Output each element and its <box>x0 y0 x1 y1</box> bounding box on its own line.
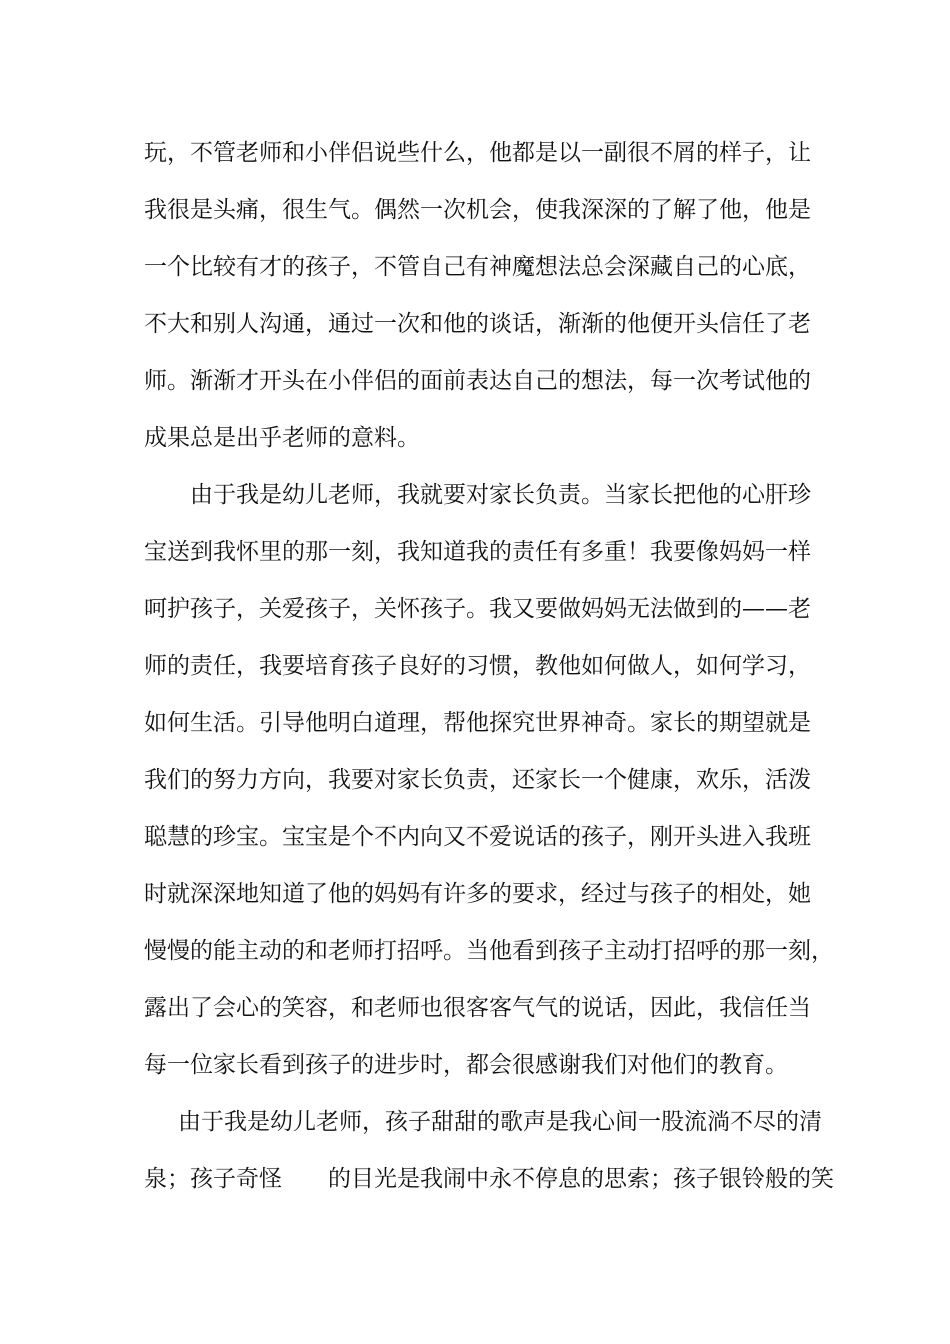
text-line: 玩，不管老师和小伴侣说些什么，他都是以一副很不屑的样子，让 <box>144 140 811 166</box>
text-line: 我很是头痛，很生气。偶然一次机会，使我深深的了解了他，他是 <box>144 197 811 223</box>
text-line: 不大和别人沟通，通过一次和他的谈话，渐渐的他便开头信任了老 <box>144 311 811 337</box>
paragraph-first-line: 由于我是幼儿老师，孩子甜甜的歌声是我心间一股流淌不尽的清 <box>178 1109 822 1135</box>
text-line: 师。渐渐才开头在小伴侣的面前表达自己的想法，每一次考试他的 <box>144 368 811 394</box>
text-line: 成果总是出乎老师的意料。 <box>144 425 420 451</box>
text-line: 宝送到我怀里的那一刻，我知道我的责任有多重！我要像妈妈一样 <box>144 539 811 565</box>
text-line: 每一位家长看到孩子的进步时，都会很感谢我们对他们的教育。 <box>144 1052 788 1078</box>
text-line: 露出了会心的笑容，和老师也很客客气气的说话，因此，我信任当 <box>144 995 811 1021</box>
text-line: 如何生活。引导他明白道理，帮他探究世界神奇。家长的期望就是 <box>144 710 811 736</box>
text-line: 师的责任，我要培育孩子良好的习惯，教他如何做人，如何学习， <box>144 653 811 679</box>
text-line: 一个比较有才的孩子，不管自己有神魔想法总会深藏自己的心底， <box>144 254 811 280</box>
text-line: 我们的努力方向，我要对家长负责，还家长一个健康，欢乐，活泼 <box>144 767 811 793</box>
paragraph-first-line: 由于我是幼儿老师，我就要对家长负责。当家长把他的心肝珍 <box>190 482 811 508</box>
text-line: 呵护孩子，关爱孩子，关怀孩子。我又要做妈妈无法做到的——老 <box>144 596 811 622</box>
text-line: 泉；孩子奇怪 的目光是我闹中永不停息的思索；孩子银铃般的笑 <box>144 1166 834 1192</box>
text-line: 聪慧的珍宝。宝宝是个不内向又不爱说话的孩子，刚开头进入我班 <box>144 824 811 850</box>
text-line: 时就深深地知道了他的妈妈有许多的要求，经过与孩子的相处，她 <box>144 881 811 907</box>
text-line: 慢慢的能主动的和老师打招呼。当他看到孩子主动打招呼的那一刻， <box>144 938 834 964</box>
